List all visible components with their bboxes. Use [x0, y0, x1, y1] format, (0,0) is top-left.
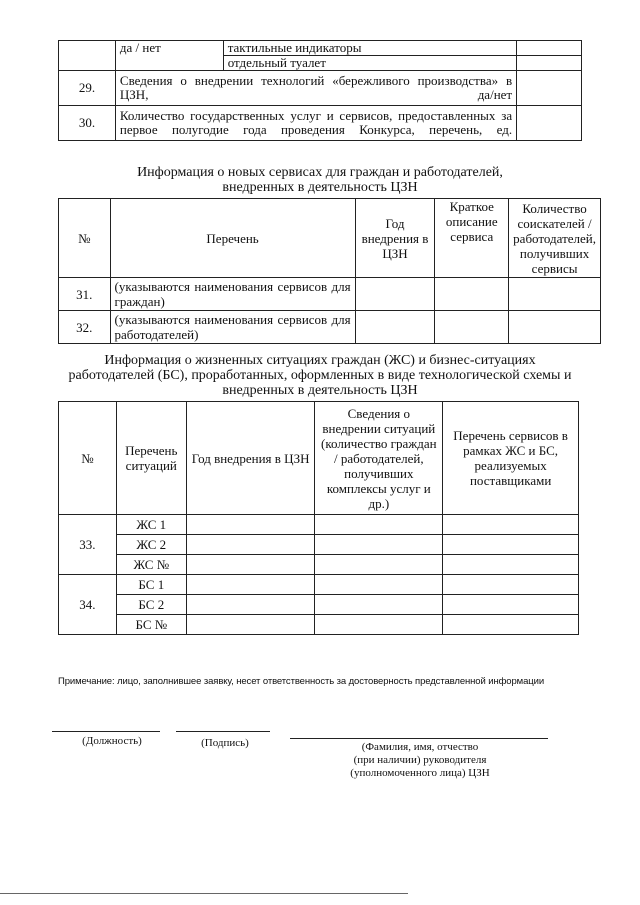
- col-header-year: Год внедрения в ЦЗН: [186, 402, 315, 515]
- value-cell[interactable]: [517, 71, 582, 106]
- new-services-table: [58, 198, 601, 344]
- value-cell[interactable]: [355, 311, 435, 344]
- value-cell[interactable]: [517, 106, 582, 141]
- situation-label: БС 1: [116, 575, 186, 595]
- section-title: [40, 165, 600, 195]
- position-caption: (Должность): [82, 735, 142, 747]
- title-line: внедренных в деятельность ЦЗН: [222, 383, 418, 398]
- position-line[interactable]: [52, 731, 160, 732]
- value-cell[interactable]: [186, 595, 315, 615]
- col-header-num: №: [59, 402, 117, 515]
- title-line: внедренных в деятельность ЦЗН: [222, 180, 418, 195]
- row-number: 31.: [59, 278, 111, 311]
- table-row: [59, 615, 579, 635]
- signature-line[interactable]: [176, 731, 270, 732]
- subitem-cell: тактильные индикаторы: [223, 41, 516, 56]
- section-title: [40, 353, 600, 398]
- situation-label: БС №: [116, 615, 186, 635]
- col-header-services: Перечень сервисов в рамках ЖС и БС, реализуемых поставщиками: [443, 402, 579, 515]
- criteria-table: [58, 40, 582, 141]
- title-line: Информация о новых сервисах для граждан и работодателей,: [137, 165, 503, 180]
- service-text: (указываются наименования сервисов для граждан): [110, 278, 355, 311]
- row-number: 30.: [59, 106, 116, 141]
- value-cell[interactable]: [355, 278, 435, 311]
- table-row: [59, 515, 579, 535]
- value-cell[interactable]: [517, 41, 582, 56]
- value-cell[interactable]: [443, 595, 579, 615]
- col-header-desc: Краткое описание сервиса: [435, 199, 509, 278]
- name-caption: [330, 741, 510, 780]
- page-bottom-rule: [0, 893, 408, 894]
- name-caption-line: (при наличии) руководителя: [353, 754, 487, 766]
- table-row: [59, 311, 601, 344]
- name-caption-line: (уполномоченного лица) ЦЗН: [350, 767, 490, 779]
- table-row: [59, 555, 579, 575]
- value-cell[interactable]: [315, 615, 443, 635]
- value-cell[interactable]: [443, 515, 579, 535]
- value-cell[interactable]: [443, 615, 579, 635]
- situation-label: ЖС 1: [116, 515, 186, 535]
- value-cell[interactable]: [435, 278, 509, 311]
- name-line[interactable]: [290, 738, 548, 739]
- table-row: [59, 595, 579, 615]
- value-cell[interactable]: [509, 278, 601, 311]
- row-number: 34.: [59, 575, 117, 635]
- col-header-list: Перечень: [110, 199, 355, 278]
- value-cell[interactable]: [443, 575, 579, 595]
- service-text: (указываются наименования сервисов для работодателей): [110, 311, 355, 344]
- answer-type-cell: да / нет: [115, 41, 223, 71]
- criterion-text: Количество государственных услуг и сервисов, предоставленных за первое полугодие года проведения Конкурса, перечень, ед.: [115, 106, 516, 141]
- title-line: Информация о жизненных ситуациях граждан (ЖС) и бизнес-ситуациях: [104, 353, 536, 368]
- value-cell[interactable]: [443, 535, 579, 555]
- value-cell[interactable]: [315, 515, 443, 535]
- num-cell: [59, 41, 116, 71]
- row-number: 33.: [59, 515, 117, 575]
- table-row: [59, 278, 601, 311]
- row-number: 32.: [59, 311, 111, 344]
- table-row: [59, 535, 579, 555]
- value-cell[interactable]: [435, 311, 509, 344]
- col-header-count: Количество соискателей / работодателей, получивших сервисы: [509, 199, 601, 278]
- table-row: [59, 41, 582, 56]
- situations-table: [58, 401, 579, 635]
- table-header-row: [59, 199, 601, 278]
- disclaimer-note: Примечание: лицо, заполнившее заявку, несет ответственность за достоверность представленной информации: [58, 676, 545, 687]
- table-header-row: [59, 402, 579, 515]
- signature-caption: (Подпись): [201, 737, 249, 749]
- value-cell[interactable]: [315, 595, 443, 615]
- col-header-list: Перечень ситуаций: [116, 402, 186, 515]
- title-line: работодателей (БС), проработанных, оформленных в виде технологической схемы и: [68, 368, 572, 383]
- value-cell[interactable]: [186, 575, 315, 595]
- value-cell[interactable]: [517, 56, 582, 71]
- value-cell[interactable]: [186, 535, 315, 555]
- table-row: [59, 575, 579, 595]
- value-cell[interactable]: [186, 615, 315, 635]
- value-cell[interactable]: [509, 311, 601, 344]
- value-cell[interactable]: [443, 555, 579, 575]
- value-cell[interactable]: [186, 515, 315, 535]
- value-cell[interactable]: [315, 575, 443, 595]
- value-cell[interactable]: [315, 535, 443, 555]
- row-number: 29.: [59, 71, 116, 106]
- situation-label: ЖС №: [116, 555, 186, 575]
- situation-label: БС 2: [116, 595, 186, 615]
- situation-label: ЖС 2: [116, 535, 186, 555]
- subitem-cell: отдельный туалет: [223, 56, 516, 71]
- col-header-year: Год внедрения в ЦЗН: [355, 199, 435, 278]
- col-header-info: Сведения о внедрении ситуаций (количество граждан / работодателей, получивших комплексы услуг и др.): [315, 402, 443, 515]
- criterion-text: Сведения о внедрении технологий «бережливого производства» в ЦЗН, да/нет: [115, 71, 516, 106]
- table-row: [59, 71, 582, 106]
- col-header-num: №: [59, 199, 111, 278]
- name-caption-line: (Фамилия, имя, отчество: [361, 741, 479, 753]
- value-cell[interactable]: [315, 555, 443, 575]
- value-cell[interactable]: [186, 555, 315, 575]
- table-row: [59, 106, 582, 141]
